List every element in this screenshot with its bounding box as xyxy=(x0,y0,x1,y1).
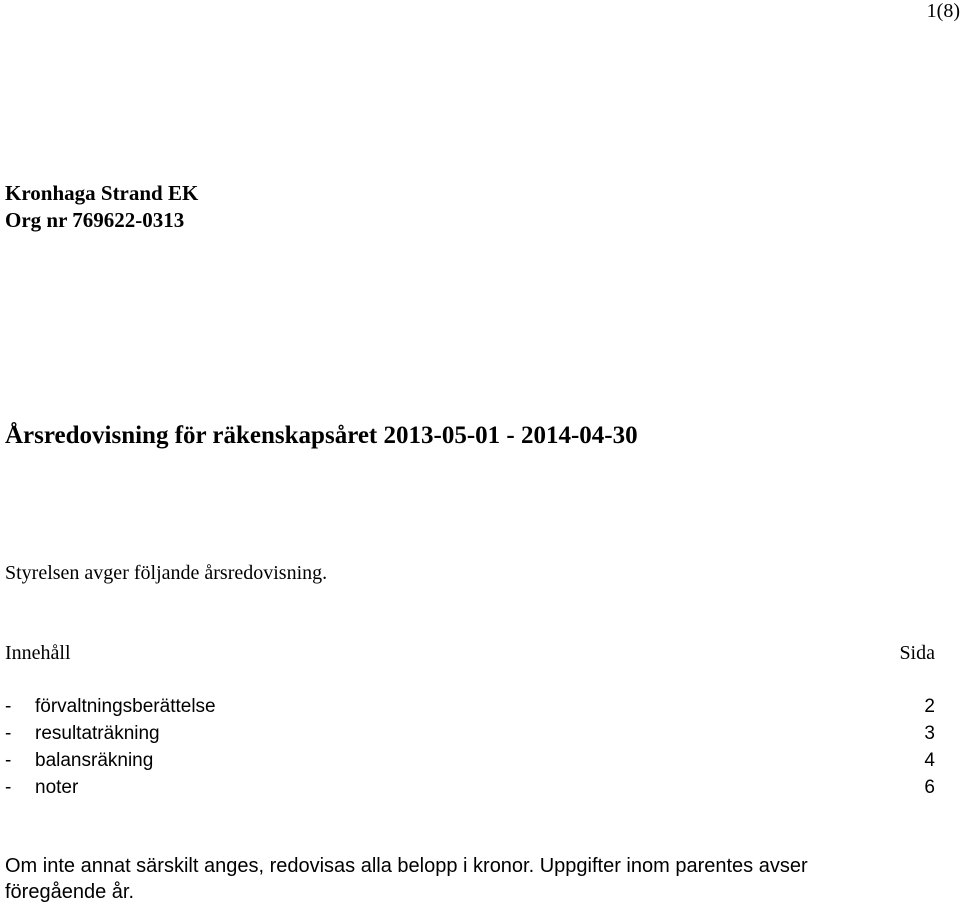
document-title: Årsredovisning för räkenskapsåret 2013-05-01 - 2014-04-30 xyxy=(5,422,638,449)
toc-item-label: balansräkning xyxy=(35,750,154,771)
amounts-note: Om inte annat särskilt anges, redovisas alla belopp i kronor. Uppgifter inom parentes avser föregående år. xyxy=(5,855,808,903)
toc-item-page: 3 xyxy=(924,723,935,744)
toc-item-forvaltningsberattelse xyxy=(5,693,935,720)
toc-item-dash: - xyxy=(5,696,12,717)
page-number: 1(8) xyxy=(926,0,960,22)
toc-item-label: resultaträkning xyxy=(35,723,160,744)
company-block xyxy=(5,180,198,234)
toc-item-page: 4 xyxy=(924,750,935,771)
toc-item-resultatrakning xyxy=(5,720,935,747)
company-org-nr: Org nr 769622-0313 xyxy=(5,208,185,232)
company-name: Kronhaga Strand EK xyxy=(5,181,199,205)
toc-item-dash: - xyxy=(5,750,12,771)
toc-item-balansrakning xyxy=(5,747,935,774)
toc-item-noter xyxy=(5,774,935,801)
toc-item-page: 2 xyxy=(924,696,935,717)
toc-list xyxy=(5,693,935,801)
toc-item-dash: - xyxy=(5,777,12,798)
toc-header-page: Sida xyxy=(899,642,935,664)
toc-header xyxy=(5,640,935,666)
toc-item-page: 6 xyxy=(924,777,935,798)
toc-item-dash: - xyxy=(5,723,12,744)
toc-item-label: förvaltningsberättelse xyxy=(35,696,216,717)
intro-text: Styrelsen avger följande årsredovisning. xyxy=(5,562,328,584)
toc-header-contents: Innehåll xyxy=(5,642,71,664)
toc-item-label: noter xyxy=(35,777,79,798)
